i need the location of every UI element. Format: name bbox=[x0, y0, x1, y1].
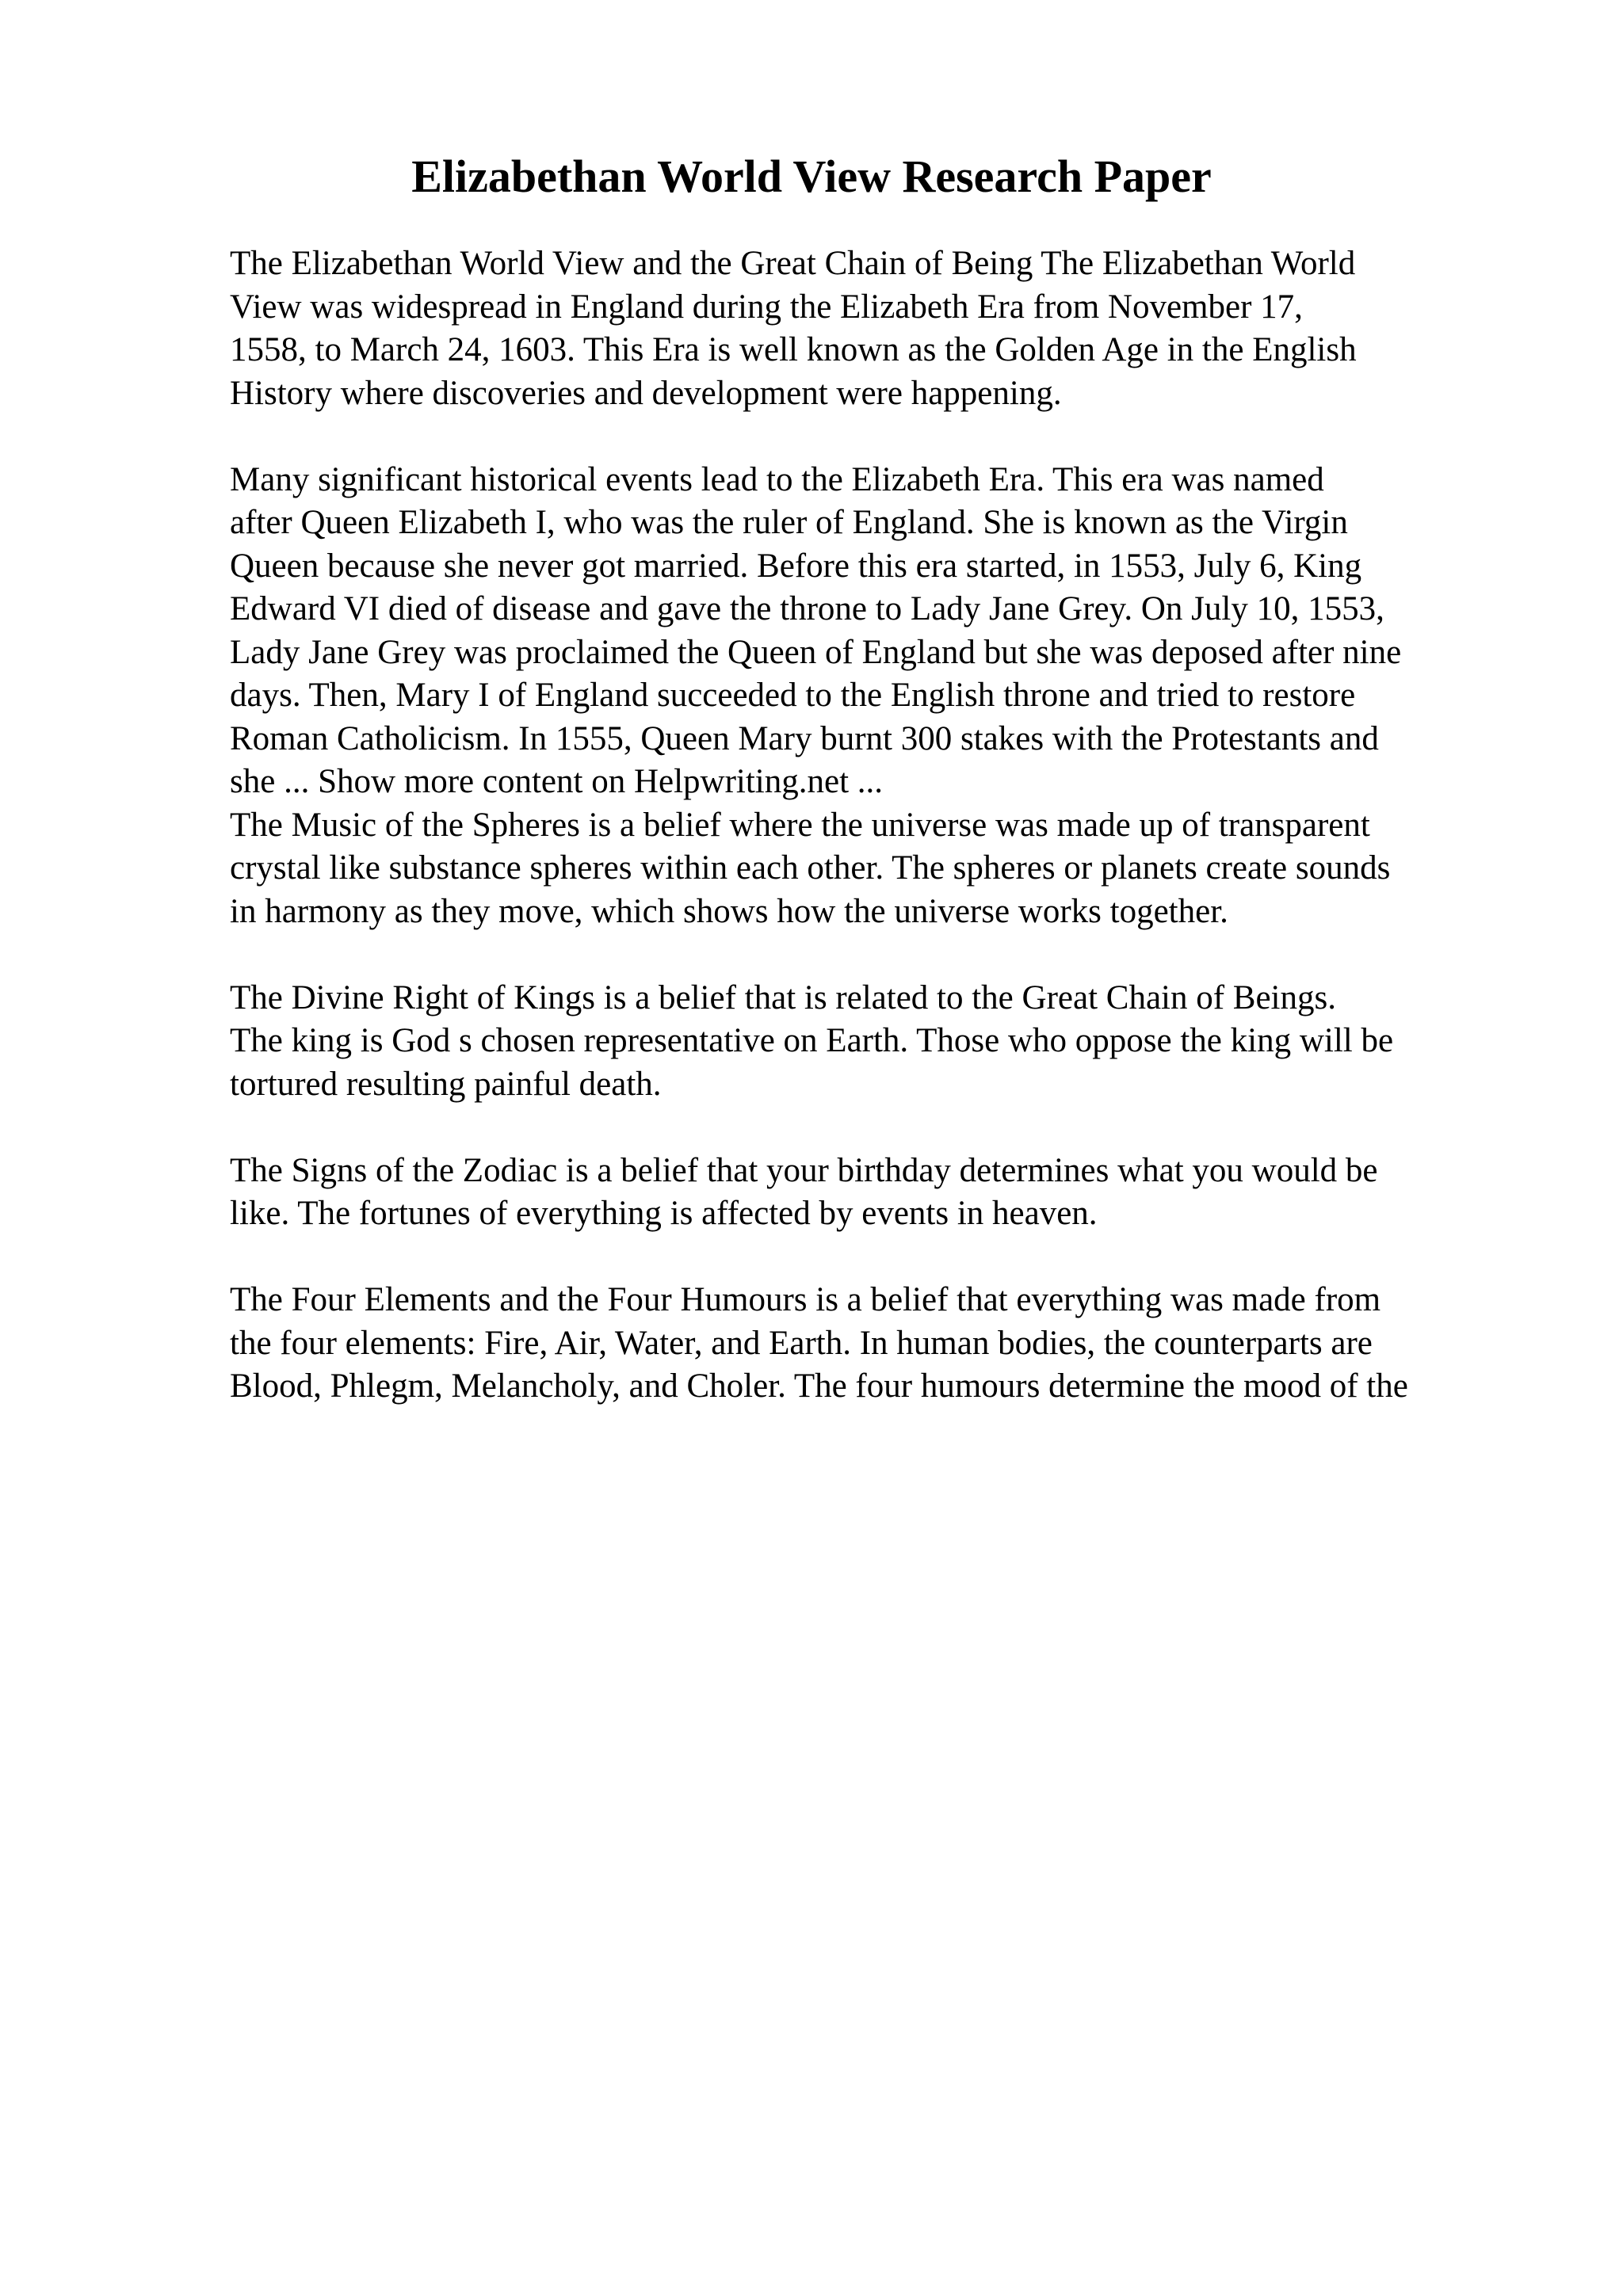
text-line: Blood, Phlegm, Melancholy, and Choler. The four humours determine the mood of the bbox=[230, 1367, 1408, 1405]
text-line: The Signs of the Zodiac is a belief that your birthday determines what you would be bbox=[230, 1151, 1378, 1189]
text-line: View was widespread in England during the Elizabeth Era from November 17, bbox=[230, 288, 1303, 326]
text-line: Lady Jane Grey was proclaimed the Queen of England but she was deposed after nine bbox=[230, 633, 1402, 671]
paragraph-historical-events bbox=[230, 459, 1545, 804]
paragraph-gap bbox=[230, 415, 1545, 459]
paragraph-intro bbox=[230, 242, 1545, 415]
paragraph-gap bbox=[230, 1106, 1545, 1150]
text-line: The king is God s chosen representative on Earth. Those who oppose the king will be bbox=[230, 1022, 1394, 1059]
paragraph-zodiac bbox=[230, 1150, 1545, 1236]
text-line: crystal like substance spheres within each other. The spheres or planets create sounds bbox=[230, 849, 1391, 887]
document-title: Elizabethan World View Research Paper bbox=[411, 151, 1212, 202]
text-line: The Elizabethan World View and the Great Chain of Being The Elizabethan World bbox=[230, 245, 1356, 282]
text-line: days. Then, Mary I of England succeeded to the English throne and tried to restore bbox=[230, 677, 1356, 714]
text-line: 1558, to March 24, 1603. This Era is well known as the Golden Age in the English bbox=[230, 331, 1357, 368]
paragraph-four-elements bbox=[230, 1279, 1545, 1409]
text-line: she ... Show more content on Helpwriting.net ... bbox=[230, 763, 884, 800]
paragraph-gap bbox=[230, 933, 1545, 977]
text-line: Many significant historical events lead to the Elizabeth Era. This era was named bbox=[230, 460, 1324, 498]
text-line: after Queen Elizabeth I, who was the ruler of England. She is known as the Virgin bbox=[230, 504, 1348, 541]
text-line: Edward VI died of disease and gave the throne to Lady Jane Grey. On July 10, 1553, bbox=[230, 590, 1384, 627]
paragraph-gap bbox=[230, 1236, 1545, 1280]
text-line: The Music of the Spheres is a belief where the universe was made up of transparent bbox=[230, 806, 1370, 844]
text-line: The Four Elements and the Four Humours is a belief that everything was made from bbox=[230, 1281, 1381, 1318]
text-line: the four elements: Fire, Air, Water, and Earth. In human bodies, the counterparts are bbox=[230, 1324, 1373, 1362]
text-line: The Divine Right of Kings is a belief that is related to the Great Chain of Beings. bbox=[230, 978, 1336, 1016]
document-body bbox=[230, 242, 1545, 1409]
text-line: Roman Catholicism. In 1555, Queen Mary burnt 300 stakes with the Protestants and bbox=[230, 719, 1379, 757]
paragraph-divine-right bbox=[230, 977, 1545, 1107]
text-line: Queen because she never got married. Before this era started, in 1553, July 6, King bbox=[230, 547, 1362, 585]
text-line: tortured resulting painful death. bbox=[230, 1065, 662, 1103]
text-line: like. The fortunes of everything is affected by events in heaven. bbox=[230, 1195, 1098, 1232]
text-line: History where discoveries and development were happening. bbox=[230, 374, 1062, 412]
paragraph-music-of-spheres bbox=[230, 804, 1545, 934]
text-line: in harmony as they move, which shows how the universe works together. bbox=[230, 892, 1228, 930]
